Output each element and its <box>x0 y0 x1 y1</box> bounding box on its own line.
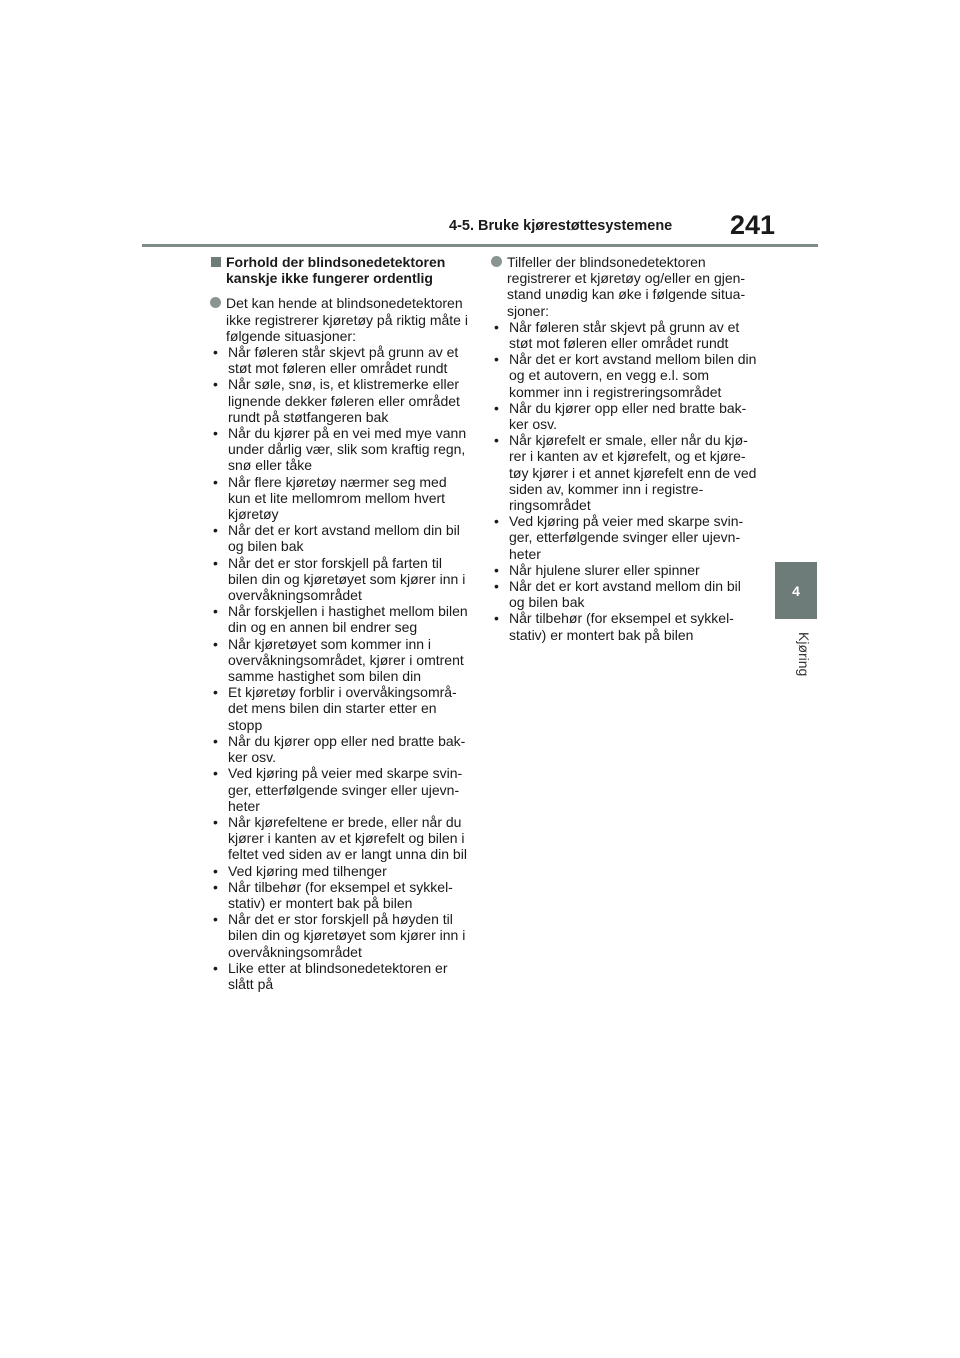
bullet-icon: • <box>213 635 218 652</box>
chapter-tab <box>775 562 817 619</box>
bullet-icon: • <box>494 318 499 335</box>
list-item <box>210 765 472 814</box>
list-item-text: Når det er kort avstand mellom din bil og bilen bak <box>228 522 460 555</box>
list-item <box>491 351 759 400</box>
square-bullet-icon <box>211 257 221 267</box>
chapter-label: Kjøring <box>796 632 812 677</box>
list-item <box>210 522 472 554</box>
bullet-icon: • <box>213 522 218 539</box>
list-item <box>491 562 759 578</box>
bullet-icon: • <box>213 732 218 749</box>
list-item-text: Når søle, snø, is, et klistremerke eller lignende dekker føleren eller området rundt på støtfangeren bak <box>228 376 460 425</box>
list-item <box>210 555 472 604</box>
bullet-icon: • <box>213 473 218 490</box>
bullet-icon: • <box>213 684 218 701</box>
header-rule <box>142 244 818 247</box>
list-item <box>491 319 759 351</box>
list-item-text: Når kjørefelt er smale, eller når du kjø-rer i kanten av et kjørefelt, og et kjøre-tøy kjører i et annet kjørefelt enn de ved siden av, kommer inn i registre-ringsområdet <box>509 432 757 514</box>
list-item-text: Ved kjøring på veier med skarpe svin-ger, etterfølgende svinger eller ujevn-heter <box>509 513 744 562</box>
list-item-text: Når tilbehør (for eksempel et sykkel-stativ) er montert bak på bilen <box>228 878 453 911</box>
right-intro-text: Tilfeller der blindsonedetektoren registrerer et kjøretøy og/eller en gjen-stand unødig kan øke i følgende situa-sjoner: <box>507 254 746 319</box>
list-item <box>491 578 759 610</box>
bullet-icon: • <box>213 862 218 879</box>
list-item-text: Når føleren står skjevt på grunn av et støt mot føleren eller området rundt <box>509 318 740 352</box>
list-item <box>210 376 472 425</box>
list-item-text: Når du kjører opp eller ned bratte bak-ker osv. <box>228 732 466 766</box>
list-item <box>210 911 472 960</box>
list-item <box>210 879 472 911</box>
right-list <box>491 319 759 643</box>
list-item-text: Når tilbehør (for eksempel et sykkel-stativ) er montert bak på bilen <box>509 610 734 643</box>
list-item-text: Ved kjøring med tilhenger <box>228 862 387 879</box>
list-item <box>210 636 472 685</box>
list-item-text: Når du kjører opp eller ned bratte bak-ker osv. <box>509 399 747 433</box>
bullet-icon: • <box>494 578 499 595</box>
list-item-text: Like etter at blindsonedetektoren er slått på <box>228 959 448 992</box>
bullet-icon: • <box>213 376 218 393</box>
list-item <box>491 432 759 513</box>
list-item-text: Når føleren står skjevt på grunn av et støt mot føleren eller området rundt <box>228 344 459 377</box>
list-item <box>210 474 472 523</box>
list-item-text: Når forskjellen i hastighet mellom bilen din og en annen bil endrer seg <box>228 603 468 636</box>
section-header: 4-5. Bruke kjørestøttesystemene <box>449 218 673 234</box>
list-item <box>491 610 759 642</box>
list-item <box>210 684 472 733</box>
bullet-icon: • <box>213 959 218 976</box>
bullet-icon: • <box>494 351 499 368</box>
section-title <box>210 254 472 286</box>
bullet-icon: • <box>213 765 218 782</box>
list-item <box>210 425 472 474</box>
bullet-icon: • <box>213 813 218 830</box>
bullet-icon: • <box>494 399 499 416</box>
list-item-text: Når det er stor forskjell på farten til bilen din og kjøretøyet som kjører inn i overvåkningsområdet <box>228 554 466 604</box>
section-title-text: Forhold der blindsonedetektoren kanskje ikke fungerer ordentlig <box>226 254 446 287</box>
bullet-icon: • <box>494 432 499 449</box>
bullet-icon: • <box>213 344 218 361</box>
list-item <box>210 603 472 635</box>
right-column <box>491 254 759 643</box>
list-item-text: Når hjulene slurer eller spinner <box>509 561 700 578</box>
list-item-text: Når kjøretøyet som kommer inn i overvåkningsområdet, kjører i omtrent samme hastighet som bilen din <box>228 635 464 685</box>
list-item <box>210 814 472 863</box>
circle-bullet-icon <box>491 256 502 267</box>
bullet-icon: • <box>213 425 218 442</box>
list-item <box>491 513 759 562</box>
chapter-number: 4 <box>792 582 800 599</box>
bullet-icon: • <box>494 610 499 627</box>
bullet-icon: • <box>213 603 218 620</box>
right-intro <box>491 254 759 319</box>
bullet-icon: • <box>494 561 499 578</box>
list-item-text: Når kjørefeltene er brede, eller når du kjører i kanten av et kjørefelt og bilen i feltet ved siden av er langt unna din bil <box>228 813 467 863</box>
list-item <box>210 344 472 376</box>
list-item <box>210 960 472 992</box>
list-item-text: Når det er kort avstand mellom din bil og bilen bak <box>509 578 741 611</box>
list-item-text: Når det er stor forskjell på høyden til bilen din og kjøretøyet som kjører inn i overvåkningsområdet <box>228 911 466 960</box>
bullet-icon: • <box>213 554 218 571</box>
left-list <box>210 344 472 992</box>
list-item <box>210 863 472 879</box>
bullet-icon: • <box>213 878 218 895</box>
circle-bullet-icon <box>210 297 221 308</box>
left-intro <box>210 295 472 344</box>
list-item-text: Når flere kjøretøy nærmer seg med kun et lite mellomrom mellom hvert kjøretøy <box>228 473 447 523</box>
bullet-icon: • <box>494 513 499 530</box>
list-item-text: Et kjøretøy forblir i overvåkingsområ-det mens bilen din starter etter en stopp <box>228 684 457 733</box>
list-item <box>210 733 472 765</box>
left-intro-text: Det kan hende at blindsonedetektoren ikke registrerer kjøretøy på riktig måte i følgende situasjoner: <box>226 295 468 344</box>
list-item <box>491 400 759 432</box>
list-item-text: Ved kjøring på veier med skarpe svin-ger, etterfølgende svinger eller ujevn-heter <box>228 765 463 814</box>
list-item-text: Når du kjører på en vei med mye vann under dårlig vær, slik som kraftig regn, snø eller tåke <box>228 425 467 474</box>
bullet-icon: • <box>213 911 218 928</box>
left-column <box>210 254 472 992</box>
list-item-text: Når det er kort avstand mellom bilen din og et autovern, en vegg e.l. som kommer inn i registreringsområdet <box>509 351 757 400</box>
page-number: 241 <box>730 210 776 240</box>
